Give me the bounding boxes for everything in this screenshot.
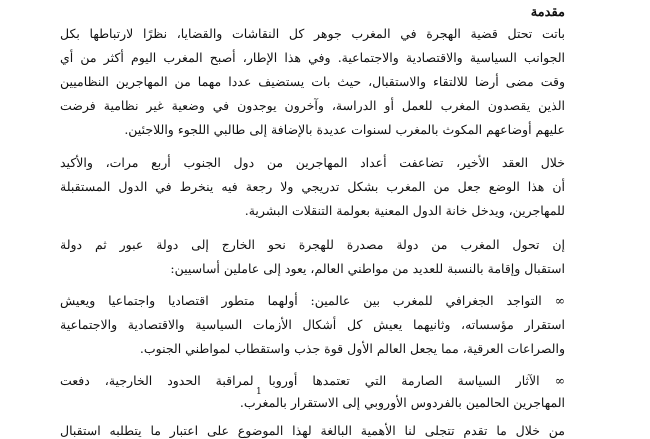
paragraph-line: وقت مضى أرضا للالتقاء والاستقبال، حيث بات يستضيف عددا مهما من المهاجرين النظاميين [60,74,565,89]
bullet-line: ∞ الآثار السياسة الصارمة التي تعتمدها أوروبا لمراقبة الحدود الخارجية، دفعت [60,373,565,388]
bullet-line: والصراعات العرقية، مما يجعل العالم الأول قوة جذب واستقطاب لمواطني الجنوب. [139,341,565,356]
bullet-line: استقرار مؤسساته، وثانيهما يعيش كل أشكال الأزمات السياسية والاقتصادية والاجتماعية [60,317,565,332]
paragraph-line: أن هذا الوضع جعل من المغرب بشكل تدريجي ولا رجعة فيه ينخرط في الدول المستقبلة [60,179,565,194]
paragraph-line: الذين يقصدون المغرب للعمل أو الدراسة، وآخرون يوجدون في وضعية غير نظامية فرضت [60,98,565,113]
paragraph-line: من خلال ما تقدم تتجلى لنا الأهمية البالغة لهذا الموضوع على اعتبار ما يتطلبه استقبال [60,423,565,438]
footnote-marker[interactable]: 1 [256,387,262,397]
paragraph-line: استقبال وإقامة بالنسبة للعديد من مواطني العالم، يعود إلى عاملين أساسيين: [170,261,565,276]
paragraph-line: الجوانب السياسية والاقتصادية والاجتماعية. وفي هذا الإطار، أصبح المغرب اليوم أكثر من أي [60,50,565,65]
paragraph-line: عليهم أوضاعهم المكوث بالمغرب لسنوات عديدة بالإضافة إلى طالبي اللجوء واللاجئين. [124,122,565,137]
paragraph-line: إن تحول المغرب من دولة مصدرة للهجرة نحو الخارج إلى دولة عبور ثم دولة [60,237,565,252]
paragraph-line: خلال العقد الأخير، تضاعفت أعداد المهاجرين من دول الجنوب أربع مرات، والأكيد [60,155,565,170]
section-heading: مقدمة [530,5,565,20]
bullet-line: ∞ التواجد الجغرافي للمغرب بين عالمين: أولهما متطور اقتصاديا واجتماعيا ويعيش [60,293,565,308]
paragraph-line: باتت تحتل قضية الهجرة في المغرب جوهر كل النقاشات والقضايا، نظرًا لارتباطها بكل [60,26,565,41]
bullet-line: المهاجرين الحالمين بالفردوس الأوروبي إلى الاستقرار بالمغرب. [239,395,565,410]
paragraph-line: للمهاجرين، ويدخل خانة الدول المعنية بعولمة التنقلات البشرية. [244,203,565,218]
